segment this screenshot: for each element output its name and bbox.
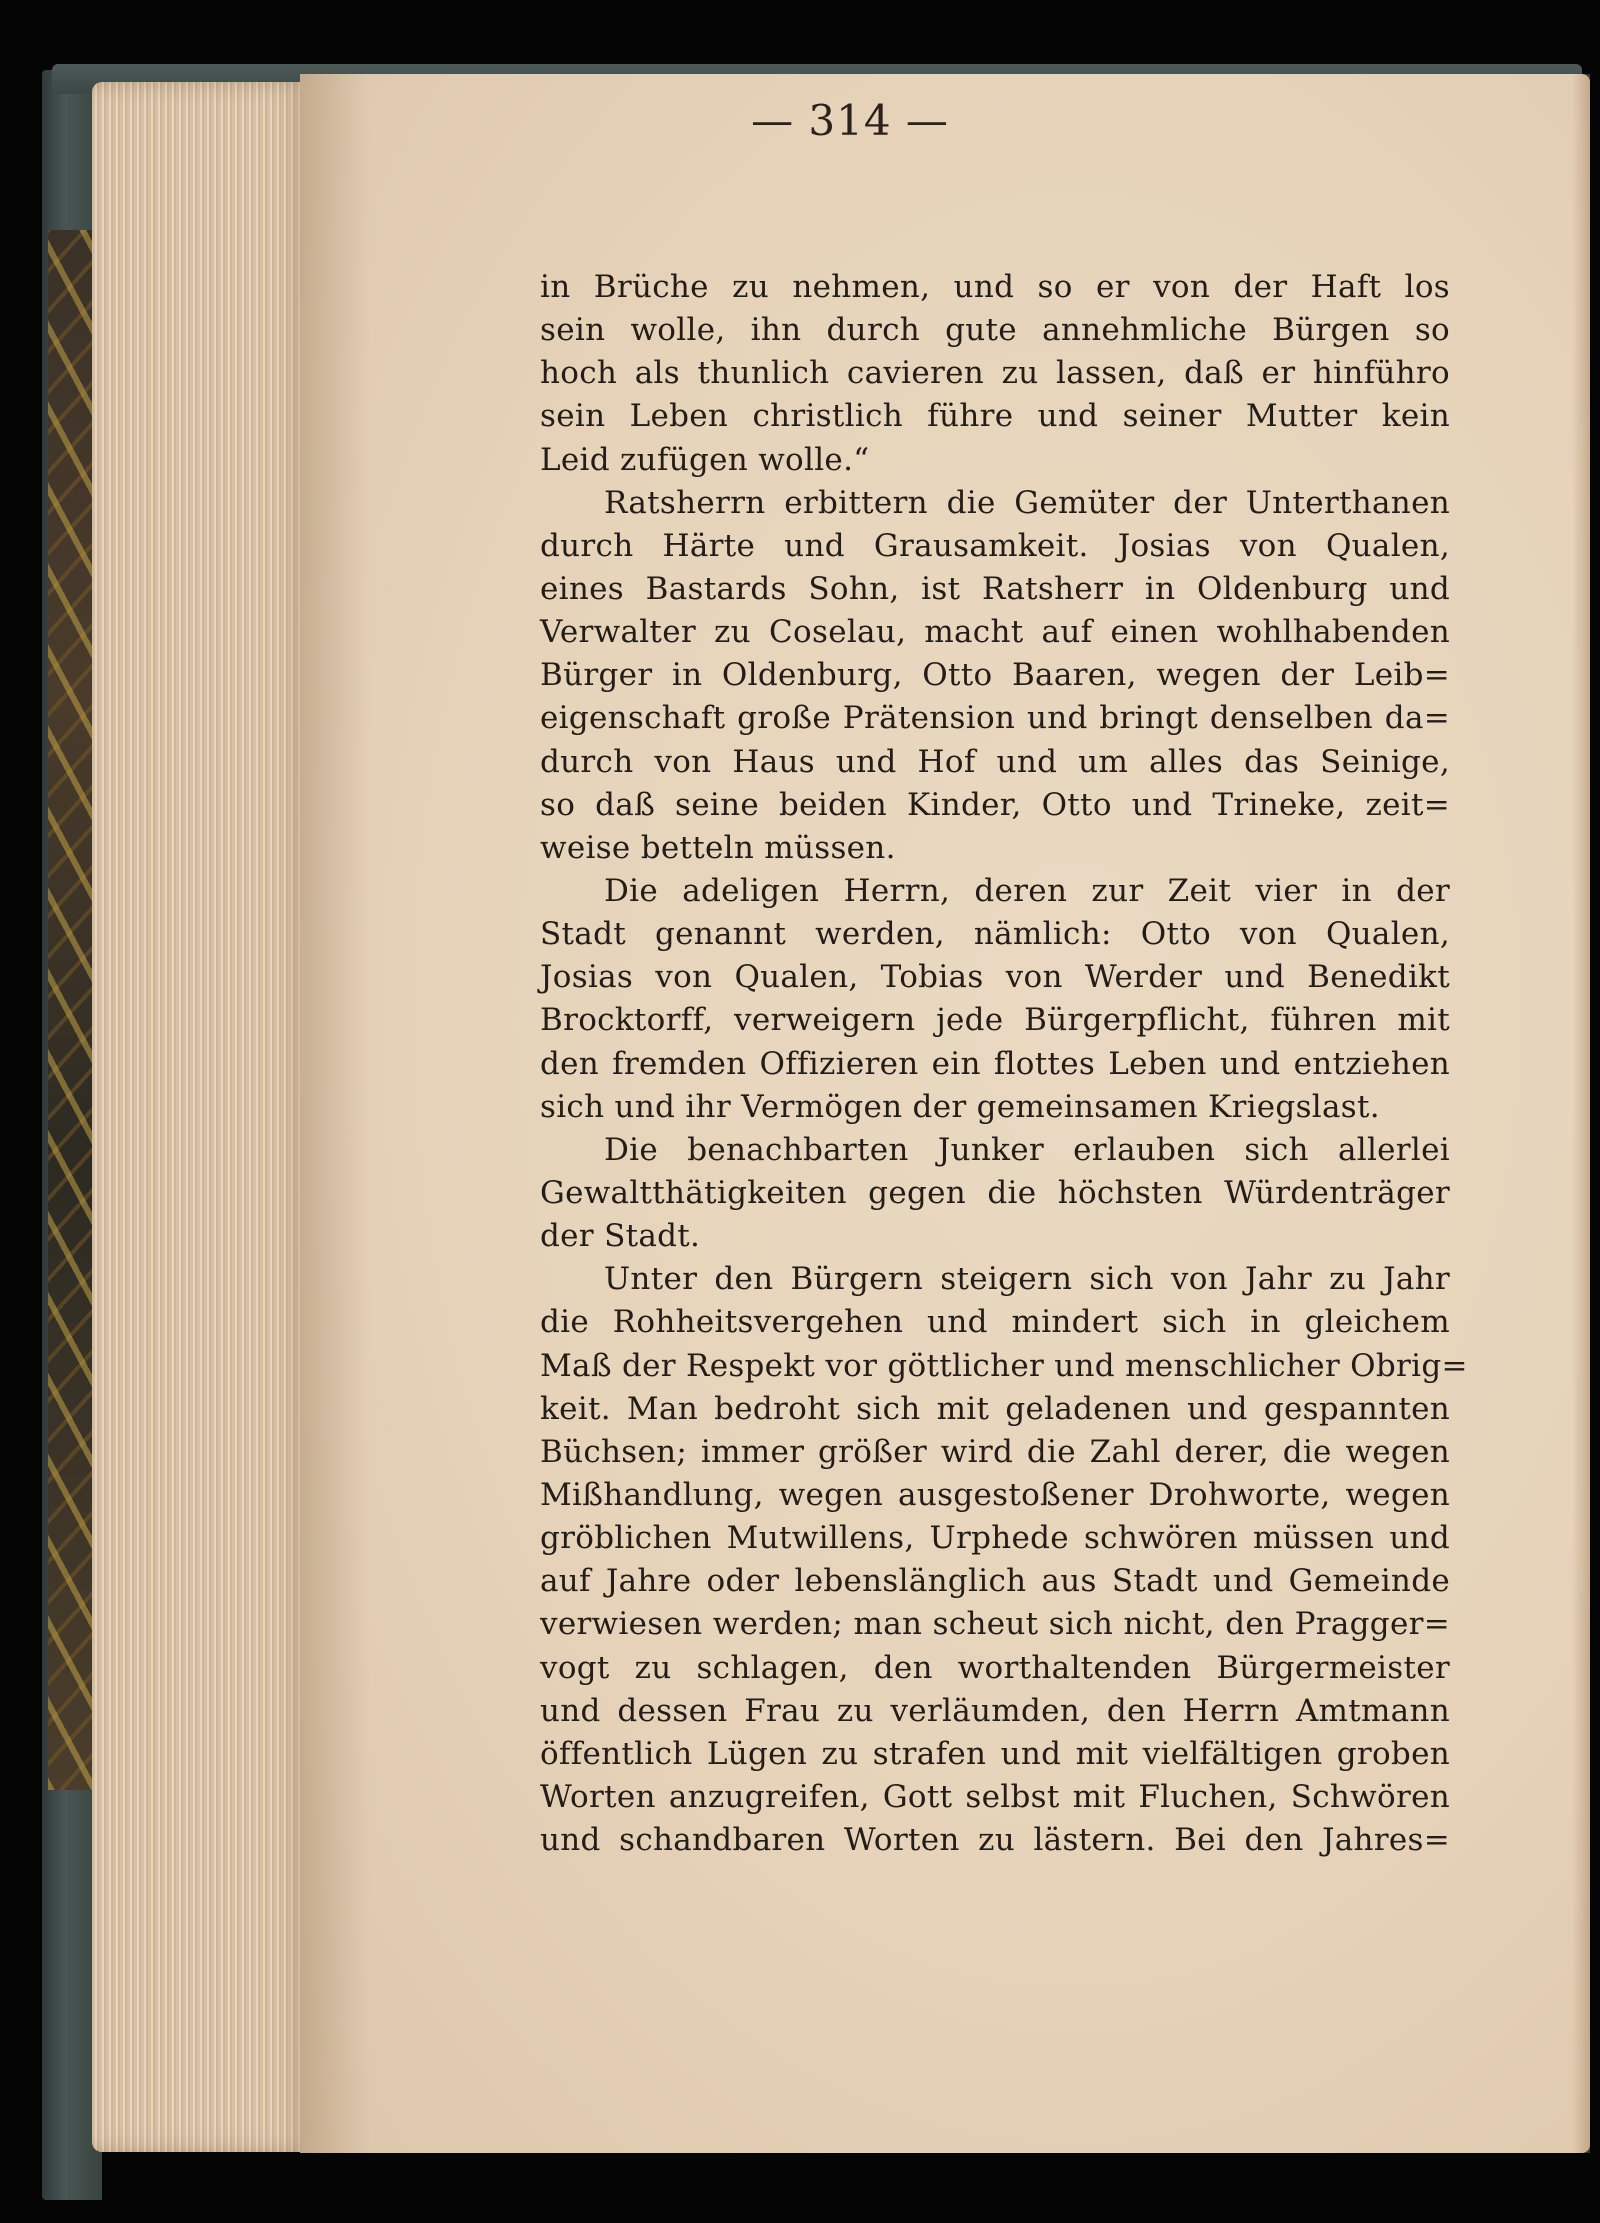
text-line: Stadt genannt werden, nämlich: Otto von Qualen, — [540, 916, 1450, 953]
text-line: Brocktorff, verweigern jede Bürgerpflicht, führen mit — [540, 1002, 1450, 1039]
text-line: auf Jahre oder lebenslänglich aus Stadt und Gemeinde — [540, 1563, 1450, 1600]
page-number: — 314 — — [751, 96, 949, 145]
text-line: Die adeligen Herrn, deren zur Zeit vier in der — [604, 872, 1450, 909]
text-line: sein Leben christlich führe und seiner Mutter kein — [540, 398, 1450, 435]
text-line: Bürger in Oldenburg, Otto Baaren, wegen der Leib= — [540, 657, 1450, 694]
text-line: sein wolle, ihn durch gute annehmliche Bürgen so — [540, 312, 1450, 349]
text-line: die Rohheitsvergehen und mindert sich in gleichem — [540, 1304, 1450, 1341]
text-line: hoch als thunlich cavieren zu lassen, daß er hinführo — [540, 355, 1450, 392]
text-line: Verwalter zu Coselau, macht auf einen wohlhabenden — [540, 614, 1450, 651]
text-line: Unter den Bürgern steigern sich von Jahr zu Jahr — [604, 1261, 1450, 1298]
text-line: der Stadt. — [540, 1218, 701, 1255]
text-line: Leid zufügen wolle.“ — [540, 441, 870, 478]
text-line: vogt zu schlagen, den worthaltenden Bürgermeister — [540, 1649, 1450, 1686]
text-line: gröblichen Mutwillens, Urphede schwören müssen und — [540, 1520, 1450, 1557]
stacked-page-edges — [92, 82, 312, 2152]
text-line: und schandbaren Worten zu lästern. Bei den Jahres= — [540, 1822, 1450, 1859]
text-line: Mißhandlung, wegen ausgestoßener Drohworte, wegen — [540, 1476, 1450, 1513]
body-text — [540, 266, 1468, 1862]
text-line: Josias von Qualen, Tobias von Werder und Benedikt — [540, 959, 1450, 996]
text-line: durch von Haus und Hof und um alles das Seinige, — [540, 743, 1450, 780]
text-line: eigenschaft große Prätension und bringt denselben da= — [540, 700, 1450, 737]
text-line: Maß der Respekt vor göttlicher und menschlicher Obrig= — [540, 1347, 1468, 1384]
text-line: Ratsherrn erbittern die Gemüter der Unterthanen — [604, 484, 1450, 521]
text-line: durch Härte und Grausamkeit. Josias von Qualen, — [540, 527, 1450, 564]
text-line: so daß seine beiden Kinder, Otto und Trineke, zeit= — [540, 786, 1450, 823]
text-line: Gewaltthätigkeiten gegen die höchsten Würdenträger — [540, 1174, 1450, 1211]
text-line: und dessen Frau zu verläumden, den Herrn Amtmann — [540, 1692, 1450, 1729]
text-line: eines Bastards Sohn, ist Ratsherr in Oldenburg und — [540, 570, 1450, 607]
text-line: in Brüche zu nehmen, und so er von der Haft los — [540, 269, 1450, 305]
text-line: Worten anzugreifen, Gott selbst mit Fluchen, Schwören — [540, 1778, 1450, 1815]
text-line: verwiesen werden; man scheut sich nicht, den Pragger= — [540, 1606, 1450, 1643]
text-line: den fremden Offizieren ein flottes Leben und entziehen — [540, 1045, 1450, 1082]
text-line: Büchsen; immer größer wird die Zahl derer, die wegen — [540, 1433, 1450, 1470]
text-line: weise betteln müssen. — [540, 829, 896, 866]
text-line: sich und ihr Vermögen der gemeinsamen Kriegslast. — [540, 1088, 1380, 1125]
text-line: öffentlich Lügen zu strafen und mit vielfältigen groben — [540, 1735, 1450, 1772]
text-line: keit. Man bedroht sich mit geladenen und gespannten — [540, 1390, 1450, 1427]
text-line: Die benachbarten Junker erlauben sich allerlei — [604, 1131, 1450, 1168]
